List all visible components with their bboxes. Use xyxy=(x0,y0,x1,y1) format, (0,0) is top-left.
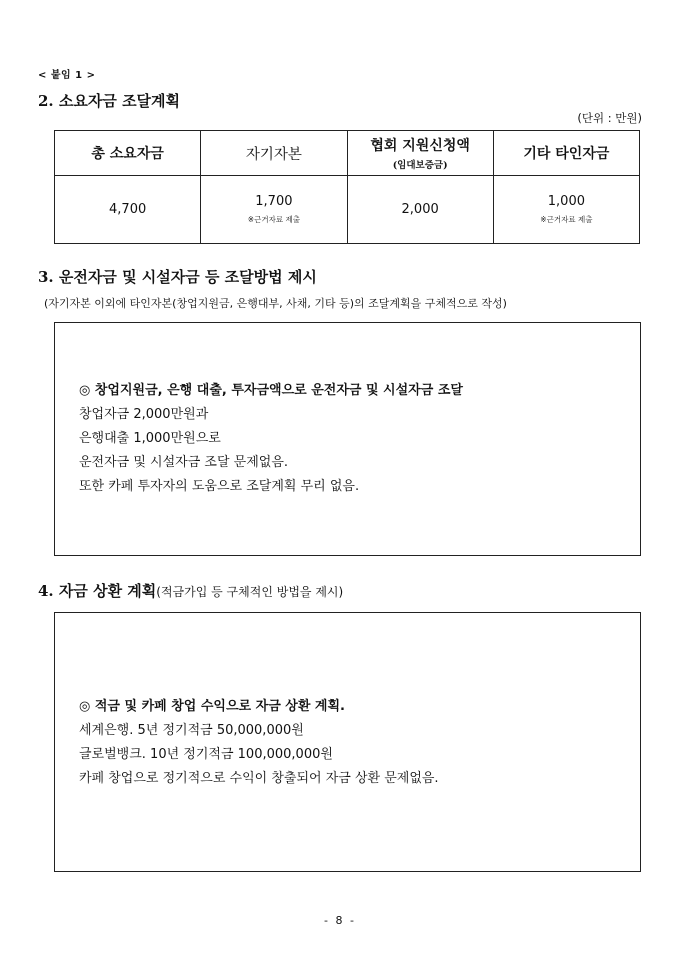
value-own-cell xyxy=(201,176,347,244)
repayment-heading: ◎ 적금 및 카페 창업 수익으로 자금 상환 계획. xyxy=(79,699,345,714)
value-assoc: 2,000 xyxy=(347,176,493,244)
section3-description: (자기자본 이외에 타인자본(창업지원금, 은행대부, 사채, 기타 등)의 조달계획을 구체적으로 작성) xyxy=(44,297,507,310)
funding-line: 운전자금 및 시설자금 조달 문제없음. xyxy=(79,455,289,470)
header-other: 기타 타인자금 xyxy=(493,131,639,176)
attachment-label: < 붙임 1 > xyxy=(38,70,96,81)
page-number: - 8 - xyxy=(324,914,356,927)
header-assoc-sub: (임대보증금) xyxy=(392,160,448,171)
funding-method-heading: ◎ 창업지원금, 은행 대출, 투자금액으로 운전자금 및 시설자금 조달 xyxy=(79,383,463,398)
table-row xyxy=(55,176,640,244)
own-note: ※근거자료 제출 xyxy=(247,215,300,224)
value-total: 4,700 xyxy=(55,176,201,244)
repayment-line: 카페 창업으로 정기적으로 수익이 창출되어 자금 상환 문제없음. xyxy=(79,771,439,786)
unit-label: (단위 : 만원) xyxy=(577,111,642,125)
section3-title: 3. 운전자금 및 시설자금 등 조달방법 제시 xyxy=(38,268,317,286)
header-assoc xyxy=(347,131,493,176)
other-note: ※근거자료 제출 xyxy=(540,215,593,224)
funding-method-box xyxy=(54,322,641,556)
section2-title: 2. 소요자금 조달계획 xyxy=(38,92,181,110)
section4-title-text: 4. 자금 상환 계획 xyxy=(38,582,157,600)
repayment-line: 글로벌뱅크. 10년 정기적금 100,000,000원 xyxy=(79,747,333,762)
repayment-line: 세계은행. 5년 정기적금 50,000,000원 xyxy=(79,723,304,738)
funding-line: 창업자금 2,000만원과 xyxy=(79,407,209,422)
funding-line: 또한 카페 투자자의 도움으로 조달계획 무리 없음. xyxy=(79,479,360,494)
header-own: 자기자본 xyxy=(201,131,347,176)
header-total: 총 소요자금 xyxy=(55,131,201,176)
section4-title xyxy=(38,580,343,601)
header-assoc-label: 협회 지원신청액 xyxy=(370,138,470,154)
value-other-cell xyxy=(493,176,639,244)
value-own: 1,700 xyxy=(255,194,293,209)
funds-table xyxy=(54,130,640,244)
funding-line: 은행대출 1,000만원으로 xyxy=(79,431,221,446)
table-header-row xyxy=(55,131,640,176)
value-other: 1,000 xyxy=(547,194,585,209)
repayment-plan-box xyxy=(54,612,641,872)
section4-title-paren: (적금가입 등 구체적인 방법을 제시) xyxy=(156,585,344,599)
